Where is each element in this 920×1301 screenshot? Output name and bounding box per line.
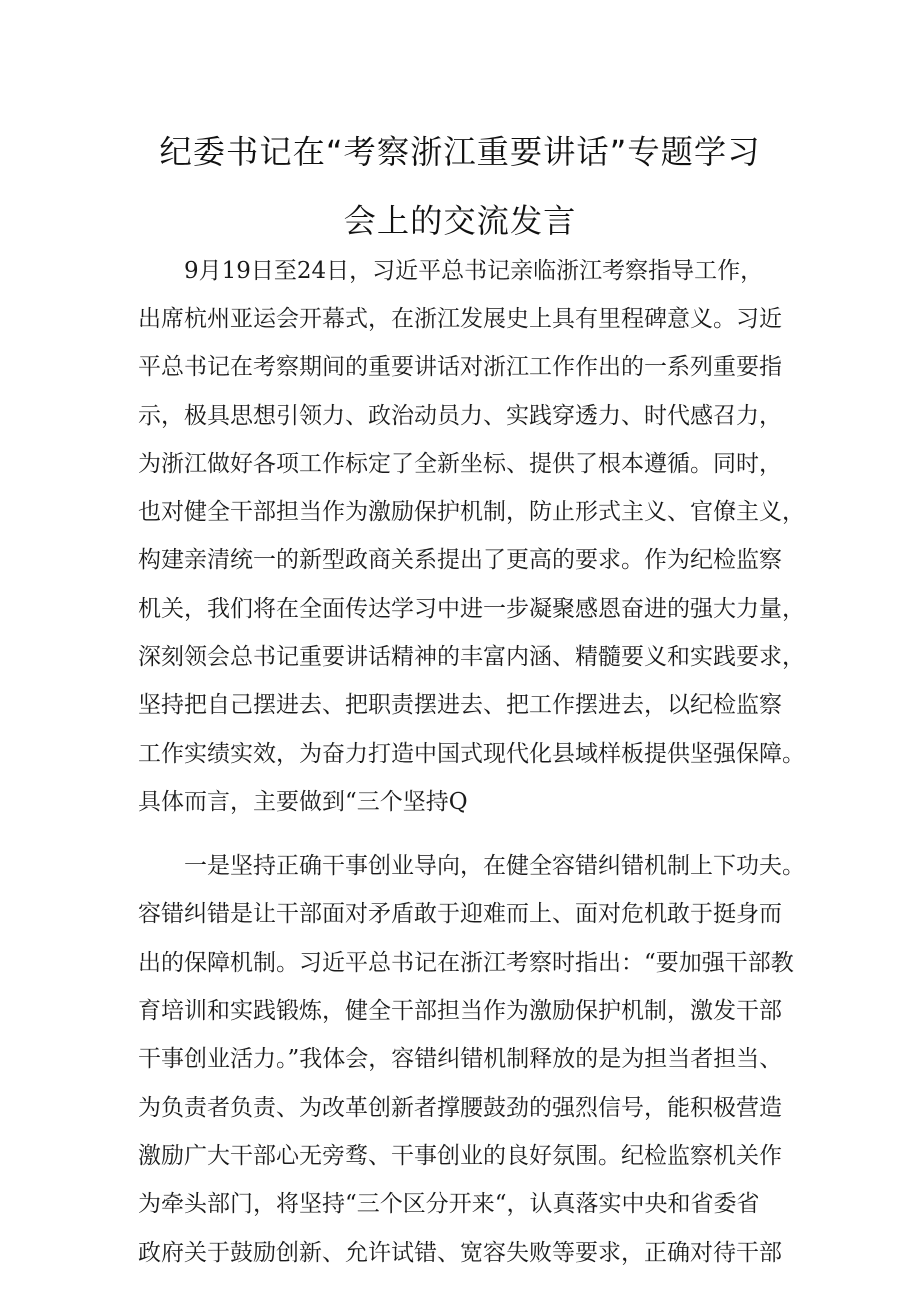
text-line: 一是坚持正确干事创业导向，在健全容错纠错机制上下功夫。	[184, 853, 805, 879]
text-line: 示，极具思想引领力、政治动员力、实践穿透力、时代感召力，	[138, 403, 782, 429]
text-line: 出的保障机制。习近平总书记在浙江考察时指出：“要加强干部教	[138, 950, 794, 976]
text-line: 平总书记在考察期间的重要讲话对浙江工作作出的一系列重要指	[138, 354, 782, 380]
document-title-line-1: 纪委书记在“考察浙江重要讲话”专题学习	[159, 133, 761, 171]
text-line: 育培训和实践锻炼，健全干部担当作为激励保护机制，激发干部	[138, 998, 782, 1024]
text-line: 坚持把自己摆进去、把职责摆进去、把工作摆进去，以纪检监察	[138, 692, 782, 718]
text-line: 构建亲清统一的新型政商关系提出了更高的要求。作为纪检监察	[138, 547, 782, 573]
text-line: 工作实绩实效，为奋力打造中国式现代化县域样板提供坚强保障。	[138, 741, 805, 767]
text-line: 为负责者负责、为改革创新者撑腰鼓劲的强烈信号，能积极营造	[138, 1095, 782, 1121]
text-line: 干事创业活力。”我体会，容错纠错机制释放的是为担当者担当、	[138, 1046, 783, 1072]
text-line: 出席杭州亚运会开幕式，在浙江发展史上具有里程碑意义。习近	[138, 306, 782, 332]
text-line: 深刻领会总书记重要讲话精神的丰富内涵、精髓要义和实践要求，	[138, 644, 805, 670]
text-line: 也对健全干部担当作为激励保护机制，防止形式主义、官僚主义，	[138, 499, 805, 525]
text-line: 具体而言，主要做到“三个坚持Q	[138, 789, 468, 815]
text-line: 政府关于鼓励创新、允许试错、宽容失败等要求，正确对待干部	[138, 1240, 782, 1266]
document-title-line-2: 会上的交流发言	[343, 202, 577, 240]
text-line: 9月19日至24日，习近平总书记亲临浙江考察指导工作，	[184, 258, 764, 284]
text-line: 容错纠错是让干部面对矛盾敢于迎难而上、面对危机敢于挺身而	[138, 901, 782, 927]
text-line: 激励广大干部心无旁骛、干事创业的良好氛围。纪检监察机关作	[138, 1143, 782, 1169]
text-line: 为牵头部门，将坚持“三个区分开来“，认真落实中央和省委省	[138, 1191, 760, 1217]
text-line: 为浙江做好各项工作标定了全新坐标、提供了根本遵循。同时，	[138, 451, 782, 477]
text-line: 机关，我们将在全面传达学习中进一步凝聚感恩奋进的强大力量，	[138, 596, 805, 622]
